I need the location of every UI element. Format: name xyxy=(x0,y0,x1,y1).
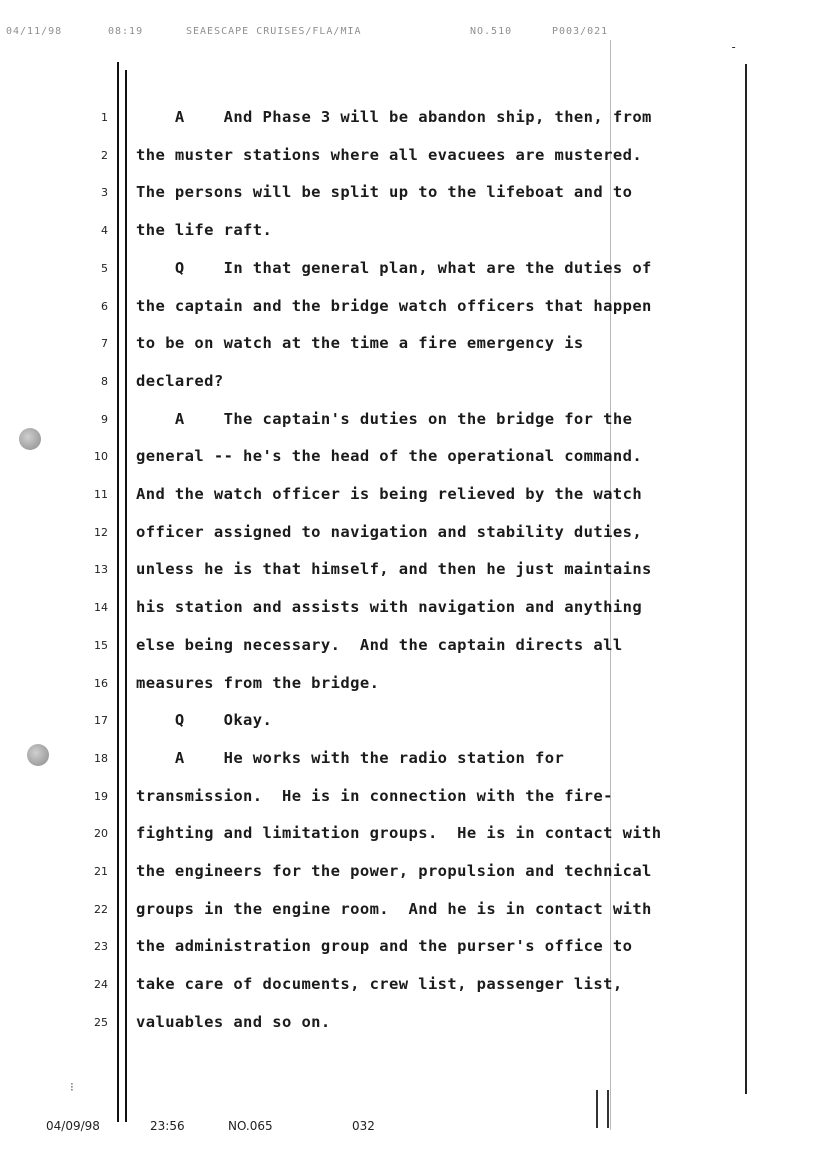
transcript-line: the engineers for the power, propulsion and technical xyxy=(136,862,652,880)
line-number: 22 xyxy=(94,903,108,916)
punch-hole-bottom xyxy=(27,744,49,766)
transcript-line: Q In that general plan, what are the duties of xyxy=(136,259,652,277)
margin-mark: ⁝ xyxy=(70,1080,74,1094)
line-number: 13 xyxy=(94,563,108,576)
right-margin-rule xyxy=(745,64,747,1094)
punch-hole-top xyxy=(19,428,41,450)
line-number: 25 xyxy=(94,1016,108,1029)
line-number: 4 xyxy=(101,224,108,237)
transcript-line: groups in the engine room. And he is in contact with xyxy=(136,900,652,918)
transcript-line: his station and assists with navigation and anything xyxy=(136,598,643,616)
transcript-line: the administration group and the purser's office to xyxy=(136,937,633,955)
line-number: 10 xyxy=(94,450,108,463)
line-number: 18 xyxy=(94,752,108,765)
transcript-line: fighting and limitation groups. He is in contact with xyxy=(136,824,662,842)
line-number: 8 xyxy=(101,375,108,388)
footer-date: 04/09/98 xyxy=(46,1119,100,1133)
transcript-line: take care of documents, crew list, passenger list, xyxy=(136,975,623,993)
transcript-line: the life raft. xyxy=(136,221,273,239)
footer-number: NO.065 xyxy=(228,1119,273,1133)
line-number: 16 xyxy=(94,677,108,690)
line-number: 7 xyxy=(101,337,108,350)
transcript-line: declared? xyxy=(136,372,224,390)
line-number: 5 xyxy=(101,262,108,275)
footer-page: 032 xyxy=(352,1119,375,1133)
left-margin-rule-inner xyxy=(125,70,127,1122)
corner-mark: - xyxy=(730,40,738,54)
transcript-line: A And Phase 3 will be abandon ship, then, from xyxy=(136,108,652,126)
transcript-line: The persons will be split up to the lifeboat and to xyxy=(136,183,633,201)
transcript-line: A The captain's duties on the bridge for the xyxy=(136,410,633,428)
transcript-line: And the watch officer is being relieved by the watch xyxy=(136,485,643,503)
line-number: 6 xyxy=(101,300,108,313)
transcript-line: the muster stations where all evacuees are mustered. xyxy=(136,146,643,164)
line-number: 14 xyxy=(94,601,108,614)
transcript-line: to be on watch at the time a fire emergency is xyxy=(136,334,584,352)
header-date: 04/11/98 xyxy=(6,26,63,37)
fax-header xyxy=(0,26,828,44)
line-number: 2 xyxy=(101,149,108,162)
header-sender: SEAESCAPE CRUISES/FLA/MIA xyxy=(186,26,362,37)
transcript-line: Q Okay. xyxy=(136,711,273,729)
line-number: 23 xyxy=(94,940,108,953)
transcript-line: valuables and so on. xyxy=(136,1013,331,1031)
line-number: 12 xyxy=(94,526,108,539)
left-margin-rule-outer xyxy=(117,62,119,1122)
transcript-line: A He works with the radio station for xyxy=(136,749,565,767)
line-number: 19 xyxy=(94,790,108,803)
line-number: 17 xyxy=(94,714,108,727)
transcript-line: the captain and the bridge watch officers that happen xyxy=(136,297,652,315)
line-number: 9 xyxy=(101,413,108,426)
transcript-line: officer assigned to navigation and stability duties, xyxy=(136,523,643,541)
line-number: 24 xyxy=(94,978,108,991)
transcript-line: unless he is that himself, and then he just maintains xyxy=(136,560,652,578)
line-number: 20 xyxy=(94,827,108,840)
line-number: 3 xyxy=(101,186,108,199)
transcript-line: measures from the bridge. xyxy=(136,674,380,692)
footer-time: 23:56 xyxy=(150,1119,185,1133)
fax-footer xyxy=(0,1119,828,1139)
line-number: 11 xyxy=(94,488,108,501)
header-number: NO.510 xyxy=(470,26,513,37)
transcript-line: transmission. He is in connection with the fire- xyxy=(136,787,613,805)
transcript-line: general -- he's the head of the operational command. xyxy=(136,447,643,465)
header-time: 08:19 xyxy=(108,26,144,37)
line-number: 1 xyxy=(101,111,108,124)
line-number: 21 xyxy=(94,865,108,878)
scan-artifact-line xyxy=(610,40,611,1130)
transcript-line: else being necessary. And the captain directs all xyxy=(136,636,623,654)
header-page: P003/021 xyxy=(552,26,609,37)
line-number: 15 xyxy=(94,639,108,652)
